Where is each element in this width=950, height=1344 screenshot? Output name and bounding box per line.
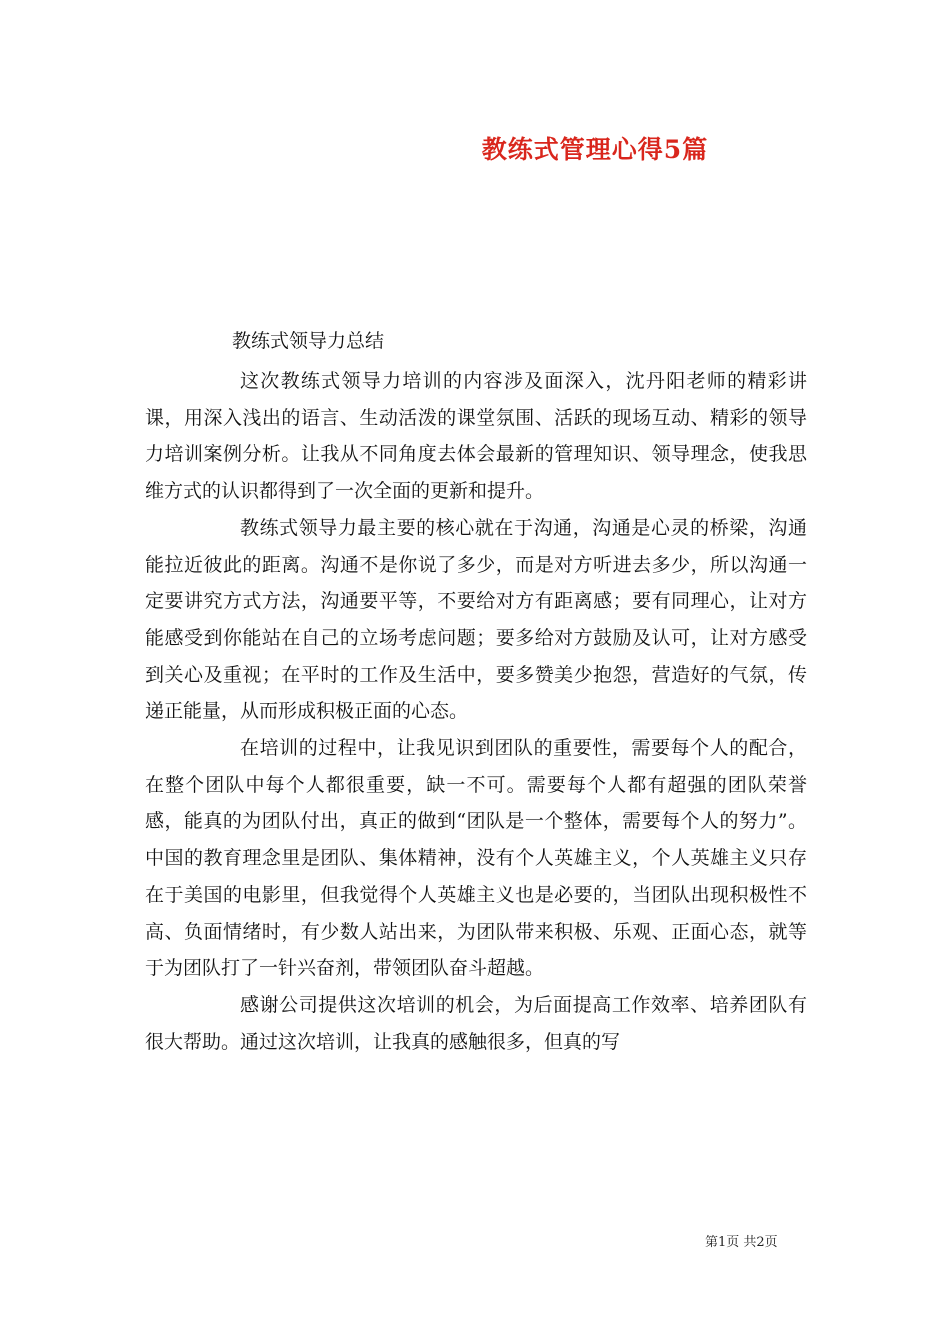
document-title: 教练式管理心得5篇 bbox=[481, 135, 709, 164]
paragraph: 在培训的过程中，让我见识到团队的重要性，需要每个人的配合，在整个团队中每个人都很重要，缺一不可。需要每个人都有超强的团队荣誉感，能真的为团队付出，真正的做到“团队是一个整体，需要每个人的努力”。中国的教育理念里是团队、集体精神，没有个人英雄主义，个人英雄主义只存在于美国的电影里，但我觉得个人英雄主义也是必要的，当团队出现积极性不高、负面情绪时，有少数人站出来，为团队带来积极、乐观、正面心态，就等于为团队打了一针兴奋剂，带领团队奋斗超越。 bbox=[145, 737, 807, 980]
paragraph: 这次教练式领导力培训的内容涉及面深入，沈丹阳老师的精彩讲课，用深入浅出的语言、生动活泼的课堂氛围、活跃的现场互动、精彩的领导力培训案例分析。让我从不同角度去体会最新的管理知识、领导理念，使我思维方式的认识都得到了一次全面的更新和提升。 bbox=[145, 370, 807, 503]
page-number-footer: 第1页 共2页 bbox=[705, 1235, 778, 1250]
paragraph: 感谢公司提供这次培训的机会，为后面提高工作效率、培养团队有很大帮助。通过这次培训，让我真的感触很多，但真的写 bbox=[145, 993, 807, 1053]
section-heading: 教练式领导力总结 bbox=[232, 330, 385, 352]
document-body bbox=[145, 363, 807, 1060]
paragraph: 教练式领导力最主要的核心就在于沟通，沟通是心灵的桥梁，沟通能拉近彼此的距离。沟通不是你说了多少，而是对方听进去多少，所以沟通一定要讲究方式方法，沟通要平等，不要给对方有距离感；要有同理心，让对方能感受到你能站在自己的立场考虑问题；要多给对方鼓励及认可，让对方感受到关心及重视；在平时的工作及生活中，要多赞美少抱怨，营造好的气氛，传递正能量，从而形成积极正面的心态。 bbox=[145, 516, 807, 723]
